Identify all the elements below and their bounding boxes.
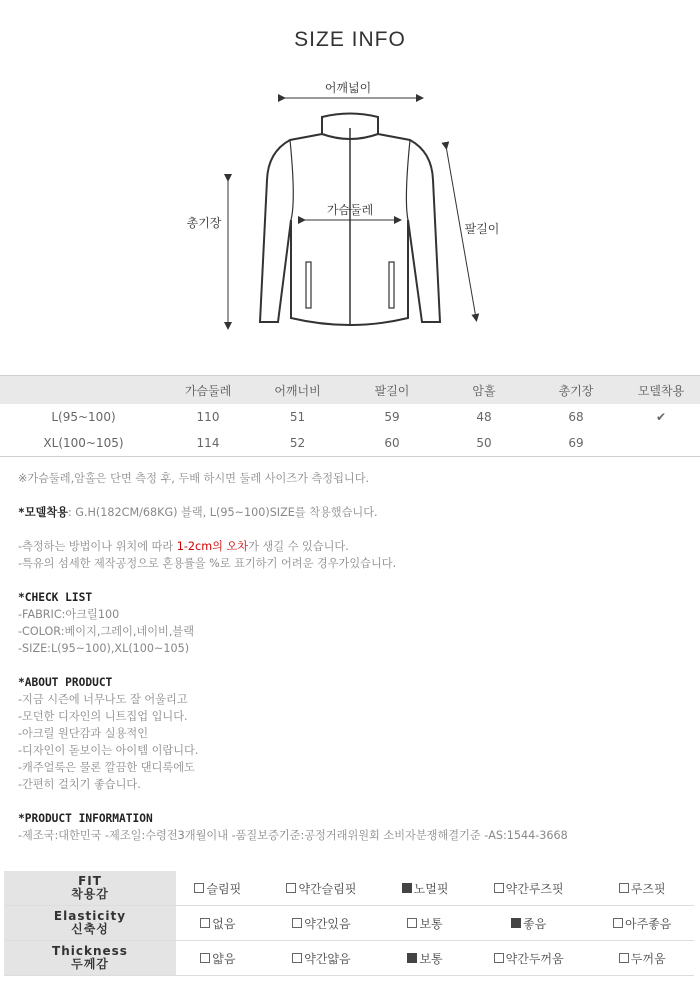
checkbox-icon [619, 953, 629, 963]
chest-label: 가슴둘레 [326, 203, 374, 217]
checkbox-checked-icon [511, 918, 521, 928]
table-row [0, 430, 700, 457]
header-shoulder: 어깨너비 [249, 376, 346, 405]
model-text: : G.H(182CM/68KG) 블랙, L(95~100)SIZE를 착용했습니다. [67, 506, 378, 519]
checkbox-icon [292, 953, 302, 963]
thickness-label-ko: 두께감 [71, 957, 109, 971]
checkbox-icon [613, 918, 623, 928]
list-item: -간편히 걸치기 좋습니다. [18, 778, 141, 791]
header-length: 총기장 [530, 376, 622, 405]
cell-armhole: 50 [438, 430, 530, 457]
error-pre: -측정하는 방법이나 위치에 따라 [18, 540, 177, 553]
list-item: -지금 시즌에 너무나도 잘 어울리고 [18, 693, 188, 706]
table-row [0, 404, 700, 430]
fit-label [4, 871, 176, 906]
elasticity-option: 약간있음 [260, 906, 383, 941]
cell-model [622, 430, 700, 457]
product-information-title: *PRODUCT INFORMATION [18, 812, 153, 825]
thickness-option: 두꺼움 [590, 941, 694, 976]
list-item: -모던한 디자인의 니트집업 입니다. [18, 710, 188, 723]
thickness-label [4, 941, 176, 976]
sleeve-label: 팔길이 [464, 222, 500, 236]
fit-row [4, 871, 694, 906]
jacket-diagram [0, 70, 700, 350]
fit-label-ko: 착용감 [71, 887, 109, 901]
list-item: -SIZE:L(95~100),XL(100~105) [18, 642, 190, 655]
cell-shoulder: 51 [289, 410, 306, 424]
fit-row [4, 906, 694, 941]
checkbox-icon [200, 918, 210, 928]
thickness-option: 약간얇음 [260, 941, 383, 976]
checkbox-icon [200, 953, 210, 963]
cell-sleeve: 60 [346, 430, 438, 457]
elasticity-option: 좋음 [467, 906, 590, 941]
checkbox-icon [286, 883, 296, 893]
blend-note: -특유의 섬세한 제작공정으로 혼용률을 %로 표기하기 어려운 경우가있습니다. [18, 557, 397, 570]
elasticity-label-en: Elasticity [53, 909, 127, 923]
cell-length: 69 [530, 430, 622, 457]
list-item: -FABRIC:아크릴100 [18, 608, 120, 621]
product-notes [18, 470, 688, 844]
cell-length: 68 [568, 410, 584, 424]
checkbox-checked-icon [402, 883, 412, 893]
model-label: *모델착용 [18, 506, 68, 519]
header-sleeve: 팔길이 [346, 376, 438, 405]
elasticity-option: 아주좋음 [590, 906, 694, 941]
cell-shoulder: 52 [249, 430, 346, 457]
list-item: -COLOR:베이지,그레이,네이비,블랙 [18, 625, 195, 638]
fit-table [4, 871, 694, 976]
row-size: XL(100~105) [0, 430, 167, 457]
checkbox-icon [494, 953, 504, 963]
product-information-text: -제조국:대한민국 -제조일:수령전3개월이내 -품질보증기준:공정거래위원회 소비자분쟁해결기준 -AS:1544-3668 [18, 829, 568, 842]
elasticity-label [4, 906, 176, 941]
list-item: -캐주얼룩은 물론 깔끔한 댄디룩에도 [18, 761, 195, 774]
header-chest: 가슴둘레 [167, 376, 249, 405]
fit-row [4, 941, 694, 976]
page-title: SIZE INFO [294, 28, 406, 51]
cell-chest: 114 [167, 430, 249, 457]
thickness-option: 얇음 [176, 941, 260, 976]
check-icon: ✔ [655, 410, 667, 424]
thickness-option: 약간두꺼움 [467, 941, 590, 976]
about-product-title: *ABOUT PRODUCT [18, 676, 113, 689]
size-table-header [0, 376, 700, 405]
check-list-title: *CHECK LIST [18, 591, 93, 604]
model-note [18, 504, 688, 521]
measure-note: ※가슴둘레,암홀은 단면 측정 후, 두배 하시면 둘레 사이즈가 측정됩니다. [18, 472, 370, 485]
shoulder-label: 어깨넓이 [324, 81, 372, 95]
thickness-label-en: Thickness [52, 944, 128, 958]
checkbox-icon [494, 883, 504, 893]
fit-option: 루즈핏 [590, 871, 694, 906]
checkbox-icon [407, 918, 417, 928]
fit-option: 약간슬림핏 [260, 871, 383, 906]
elasticity-label-ko: 신축성 [71, 922, 109, 936]
fit-option: 약간루즈핏 [467, 871, 590, 906]
checkbox-icon [619, 883, 629, 893]
size-table [0, 375, 700, 457]
header-size [0, 376, 167, 405]
thickness-option: 보통 [383, 941, 467, 976]
header-model: 모델착용 [622, 376, 700, 405]
checkbox-icon [292, 918, 302, 928]
fit-option: 노멀핏 [383, 871, 467, 906]
elasticity-option: 보통 [383, 906, 467, 941]
checkbox-checked-icon [407, 953, 417, 963]
header-armhole: 암홀 [438, 376, 530, 405]
error-note [18, 538, 688, 555]
error-post: 가 생길 수 있습니다. [248, 540, 349, 553]
list-item: -아크릴 원단감과 실용적인 [18, 727, 149, 740]
cell-sleeve: 59 [384, 410, 400, 424]
list-item: -디자인이 돋보이는 아이템 이랍니다. [18, 744, 199, 757]
checkbox-icon [194, 883, 204, 893]
cell-armhole: 48 [476, 410, 492, 424]
fit-label-en: FIT [78, 874, 102, 888]
error-highlight: 1-2cm의 오차 [176, 540, 249, 553]
elasticity-option: 없음 [176, 906, 260, 941]
length-label: 총기장 [186, 216, 222, 230]
row-size: L(95~100) [51, 410, 116, 424]
cell-chest: 110 [196, 410, 220, 424]
fit-option: 슬림핏 [176, 871, 260, 906]
